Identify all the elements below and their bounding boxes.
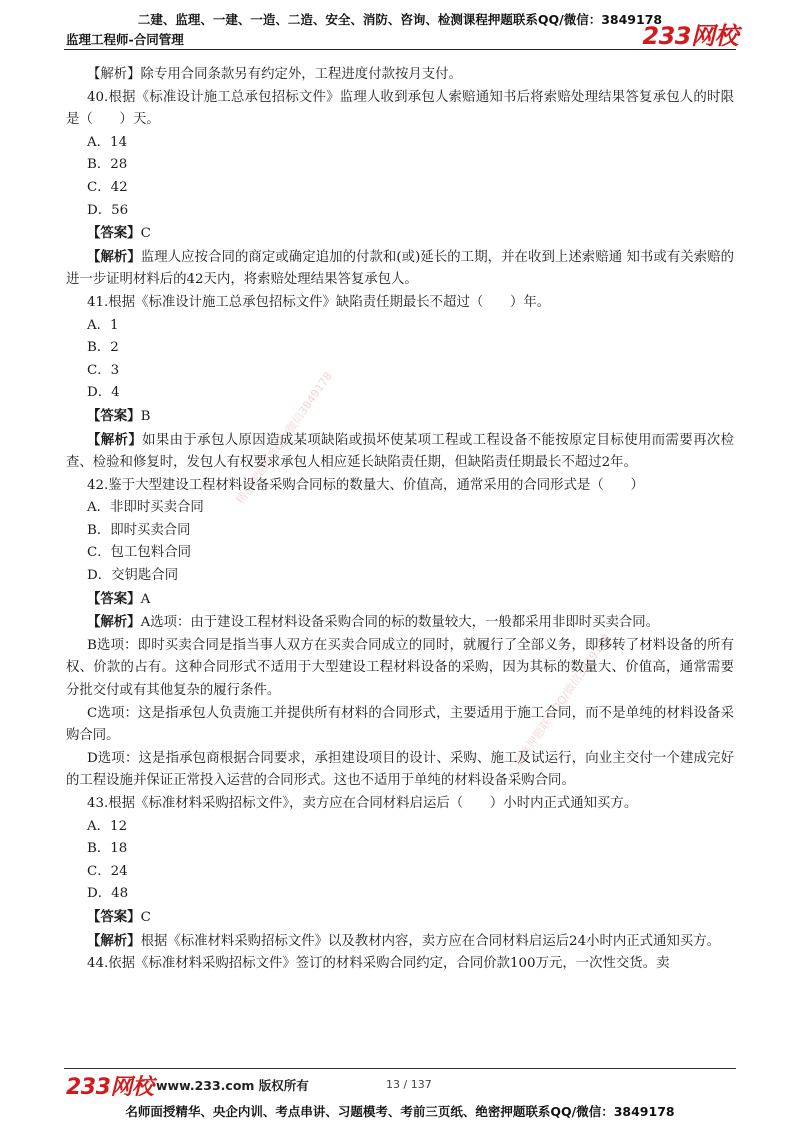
option-a: A．非即时买卖合同 <box>87 500 204 516</box>
watermark: 精准押题联系QQ/微信3849178 <box>511 631 613 769</box>
explanation-tag: 【解析】 <box>87 248 141 265</box>
option-c: C．包工包料合同 <box>87 545 191 561</box>
question-42: 42.鉴于大型建设工程材料设备采购合同标的数量大、价值高，通常采用的合同形式是（ ） <box>87 477 644 493</box>
question-41: 41.根据《标准设计施工总承包招标文件》缺陷责任期最长不超过（ ）年。 <box>87 294 551 310</box>
answer-value: B <box>140 408 151 424</box>
explanation-text: A选项：由于建设工程材料设备采购合同的标的数量较大，一般都采用非即时买卖合同。 <box>140 615 660 631</box>
explanation-line <box>66 930 734 954</box>
option-c: C．42 <box>87 179 128 195</box>
option-b: B．2 <box>87 340 119 356</box>
header-top-line: 二建、监理、一建、一造、二造、安全、消防、咨询、检测课程押题联系QQ/微信：3849178 <box>137 12 663 27</box>
answer-value: C <box>140 909 151 925</box>
question-43: 43.根据《标准材料采购招标文件》，卖方应在合同材料启运后（ ）小时内正式通知买方。 <box>87 796 638 811</box>
explanation-text: 监理人应按合同的商定或确定追加的付款和(或)延长的工期，并在收到上述索赔通 知书或有关索赔的进一步证明材料后的42天内，将索赔处理结果答复承包人。 <box>66 249 735 288</box>
option-c: C．3 <box>87 362 120 378</box>
explanation-text: 如果由于承包人原因造成某项缺陷或损坏使某项工程或工程设备不能按原定目标使用而需要再次检查、检验和修复时，发包人有权要求承包人相应延长缺陷责任期，但缺陷责任期最长不超过2年。 <box>66 432 735 471</box>
explanation-text: C选项：这是指承包人负责施工并提供所有材料的合同形式，主要适用于施工合同，而不是单纯的材料设备采购合同。 <box>66 705 734 744</box>
explanation-text: 根据《标准材料采购招标文件》以及教材内容，卖方应在合同材料启运后24小时内正式通知买方。 <box>140 933 721 949</box>
watermark: 精准押题联系QQ/微信3849178 <box>233 369 335 507</box>
option-a: A．1 <box>87 317 119 333</box>
brand-logo: 233网校 <box>642 22 738 50</box>
answer-line <box>66 222 734 246</box>
answer-value: A <box>140 591 151 607</box>
option-a: A．12 <box>87 818 128 834</box>
answer-tag: 【答案】 <box>87 590 141 607</box>
answer-value: C <box>140 226 151 242</box>
option-d: D．48 <box>87 886 129 902</box>
explanation-line <box>66 246 734 292</box>
answer-line <box>66 906 734 930</box>
answer-tag: 【答案】 <box>87 908 141 925</box>
answer-line <box>66 588 734 612</box>
header-subtitle: 监理工程师-合同管理 <box>66 32 184 47</box>
explanation-line <box>66 429 734 475</box>
explanation-text: 【解析】除专用合同条款另有约定外，工程进度付款按月支付。 <box>87 67 462 82</box>
explanation-text: D选项：这是指承包商根据合同要求，承担建设项目的设计、采购、施工及试运行，向业主交付一个建成完好的工程设施并保证正常投入运营的合同形式。这也不适用于单纯的材料设备采购合同。 <box>66 750 734 789</box>
option-d: D．4 <box>87 385 120 401</box>
footer-bottom-line: 名师面授精华、央企内训、考点串讲、习题模考、考前三页纸、绝密押题联系QQ/微信：3849178 <box>125 1104 675 1119</box>
answer-tag: 【答案】 <box>87 407 141 424</box>
option-b: B．即时买卖合同 <box>87 522 191 538</box>
explanation-tag: 【解析】 <box>87 614 141 631</box>
option-b: B．18 <box>87 841 128 857</box>
explanation-line <box>66 611 734 635</box>
header-rule <box>64 49 736 50</box>
option-d: D．交钥匙合同 <box>87 568 179 584</box>
answer-line <box>66 405 734 429</box>
option-d: D．56 <box>87 202 129 218</box>
document-body <box>66 64 734 976</box>
question-44: 44.依据《标准材料采购招标文件》签订的材料采购合同约定，合同价款100万元，一次性交货。卖 <box>87 956 670 972</box>
option-b: B．28 <box>87 157 128 173</box>
option-a: A．14 <box>87 134 128 150</box>
question-40: 40.根据《标准设计施工总承包招标文件》监理人收到承包人索赔通知书后将索赔处理结果答复承包人的时限是（ ）天。 <box>66 89 734 128</box>
explanation-tag: 【解析】 <box>87 431 143 448</box>
explanation-text: B选项：即时买卖合同是指当事人双方在买卖合同成立的同时，就履行了全部义务，即移转了材料设备的所有权、价款的占有。这种合同形式不适用于大型建设工程材料设备的采购，因为其标的数量大、价值高，通常需要分批交付或有其他复杂的履行条件。 <box>66 637 734 699</box>
footer-logo: 233网校 <box>66 1075 154 1100</box>
footer-site: www.233.com 版权所有 <box>156 1078 309 1093</box>
explanation-tag: 【解析】 <box>87 932 141 949</box>
answer-tag: 【答案】 <box>87 225 141 242</box>
option-c: C．24 <box>87 863 128 879</box>
page-number: 13 / 137 <box>386 1078 432 1091</box>
footer-rule <box>64 1068 736 1069</box>
